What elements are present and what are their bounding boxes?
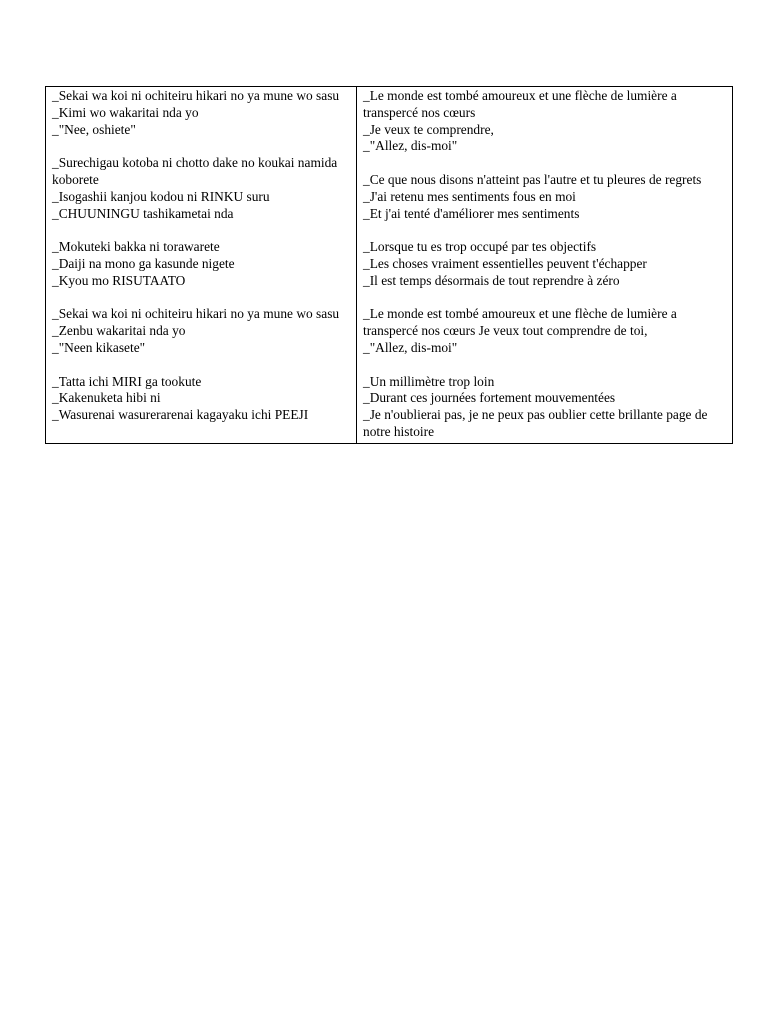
lyric-line: _Lorsque tu es trop occupé par tes objectifs: [363, 239, 597, 255]
lyric-line: _Mokuteki bakka ni torawarete: [52, 239, 220, 255]
lyric-line: _Un millimètre trop loin: [363, 373, 495, 389]
lyric-line: _Je n'oublierai pas, je ne peux pas oublier cette brillante page de notre histoire: [363, 407, 708, 439]
lyric-line: _Durant ces journées fortement mouvementées: [363, 390, 616, 406]
lyric-line: _Surechigau kotoba ni chotto dake no koukai namida koborete: [52, 155, 338, 187]
lyric-line: _Sekai wa koi ni ochiteiru hikari no ya mune wo sasu: [52, 306, 340, 322]
lyric-line: _"Allez, dis-moi": [363, 339, 458, 355]
french-translation-cell: [357, 87, 733, 444]
lyric-line: _Il est temps désormais de tout reprendre à zéro: [363, 272, 620, 288]
lyric-line: _Tatta ichi MIRI ga tookute: [52, 373, 202, 389]
french-stanza-2: [363, 172, 726, 222]
lyric-line: _Sekai wa koi ni ochiteiru hikari no ya mune wo sasu: [52, 88, 340, 103]
lyric-line: _Wasurenai wasurerarenai kagayaku ichi PEEJI: [52, 407, 309, 423]
french-stanza-4: [363, 306, 726, 356]
lyric-line: _CHUUNINGU tashikametai nda: [52, 205, 234, 221]
lyric-line: _Le monde est tombé amoureux et une flèche de lumière a transpercé nos cœurs: [363, 88, 677, 120]
lyric-line: _J'ai retenu mes sentiments fous en moi: [363, 188, 576, 204]
french-stanza-3: [363, 239, 726, 289]
lyric-line: _Je veux te comprendre,: [363, 121, 494, 137]
lyric-line: _Ce que nous disons n'atteint pas l'autre et tu pleures de regrets: [363, 171, 702, 187]
romaji-stanza-1: [52, 88, 350, 138]
lyric-line: _Le monde est tombé amoureux et une flèche de lumière a transpercé nos cœurs Je veux tout comprendre de toi,: [363, 306, 677, 339]
lyric-line: _Kimi wo wakaritai nda yo: [52, 104, 199, 120]
french-stanza-1: [363, 88, 726, 155]
romaji-stanza-5: [52, 374, 350, 424]
lyric-line: _Les choses vraiment essentielles peuvent t'échapper: [363, 255, 647, 271]
romaji-stanza-2: [52, 155, 350, 222]
romaji-stanza-4: [52, 306, 350, 356]
lyric-line: _"Neen kikasete": [52, 339, 146, 355]
lyric-line: _Isogashii kanjou kodou ni RINKU suru: [52, 188, 270, 204]
french-stanza-5: [363, 374, 726, 441]
lyric-line: _Et j'ai tenté d'améliorer mes sentiments: [363, 205, 580, 221]
lyric-line: _Zenbu wakaritai nda yo: [52, 323, 186, 339]
romaji-lyrics-cell: [46, 87, 357, 444]
table-row: [46, 87, 733, 444]
lyric-line: _Kakenuketa hibi ni: [52, 390, 161, 406]
lyric-line: _Daiji na mono ga kasunde nigete: [52, 255, 235, 271]
lyric-line: _"Allez, dis-moi": [363, 138, 458, 154]
lyric-line: _Kyou mo RISUTAATO: [52, 272, 186, 288]
lyrics-table: [45, 86, 733, 444]
lyric-line: _"Nee, oshiete": [52, 121, 136, 137]
romaji-stanza-3: [52, 239, 350, 289]
